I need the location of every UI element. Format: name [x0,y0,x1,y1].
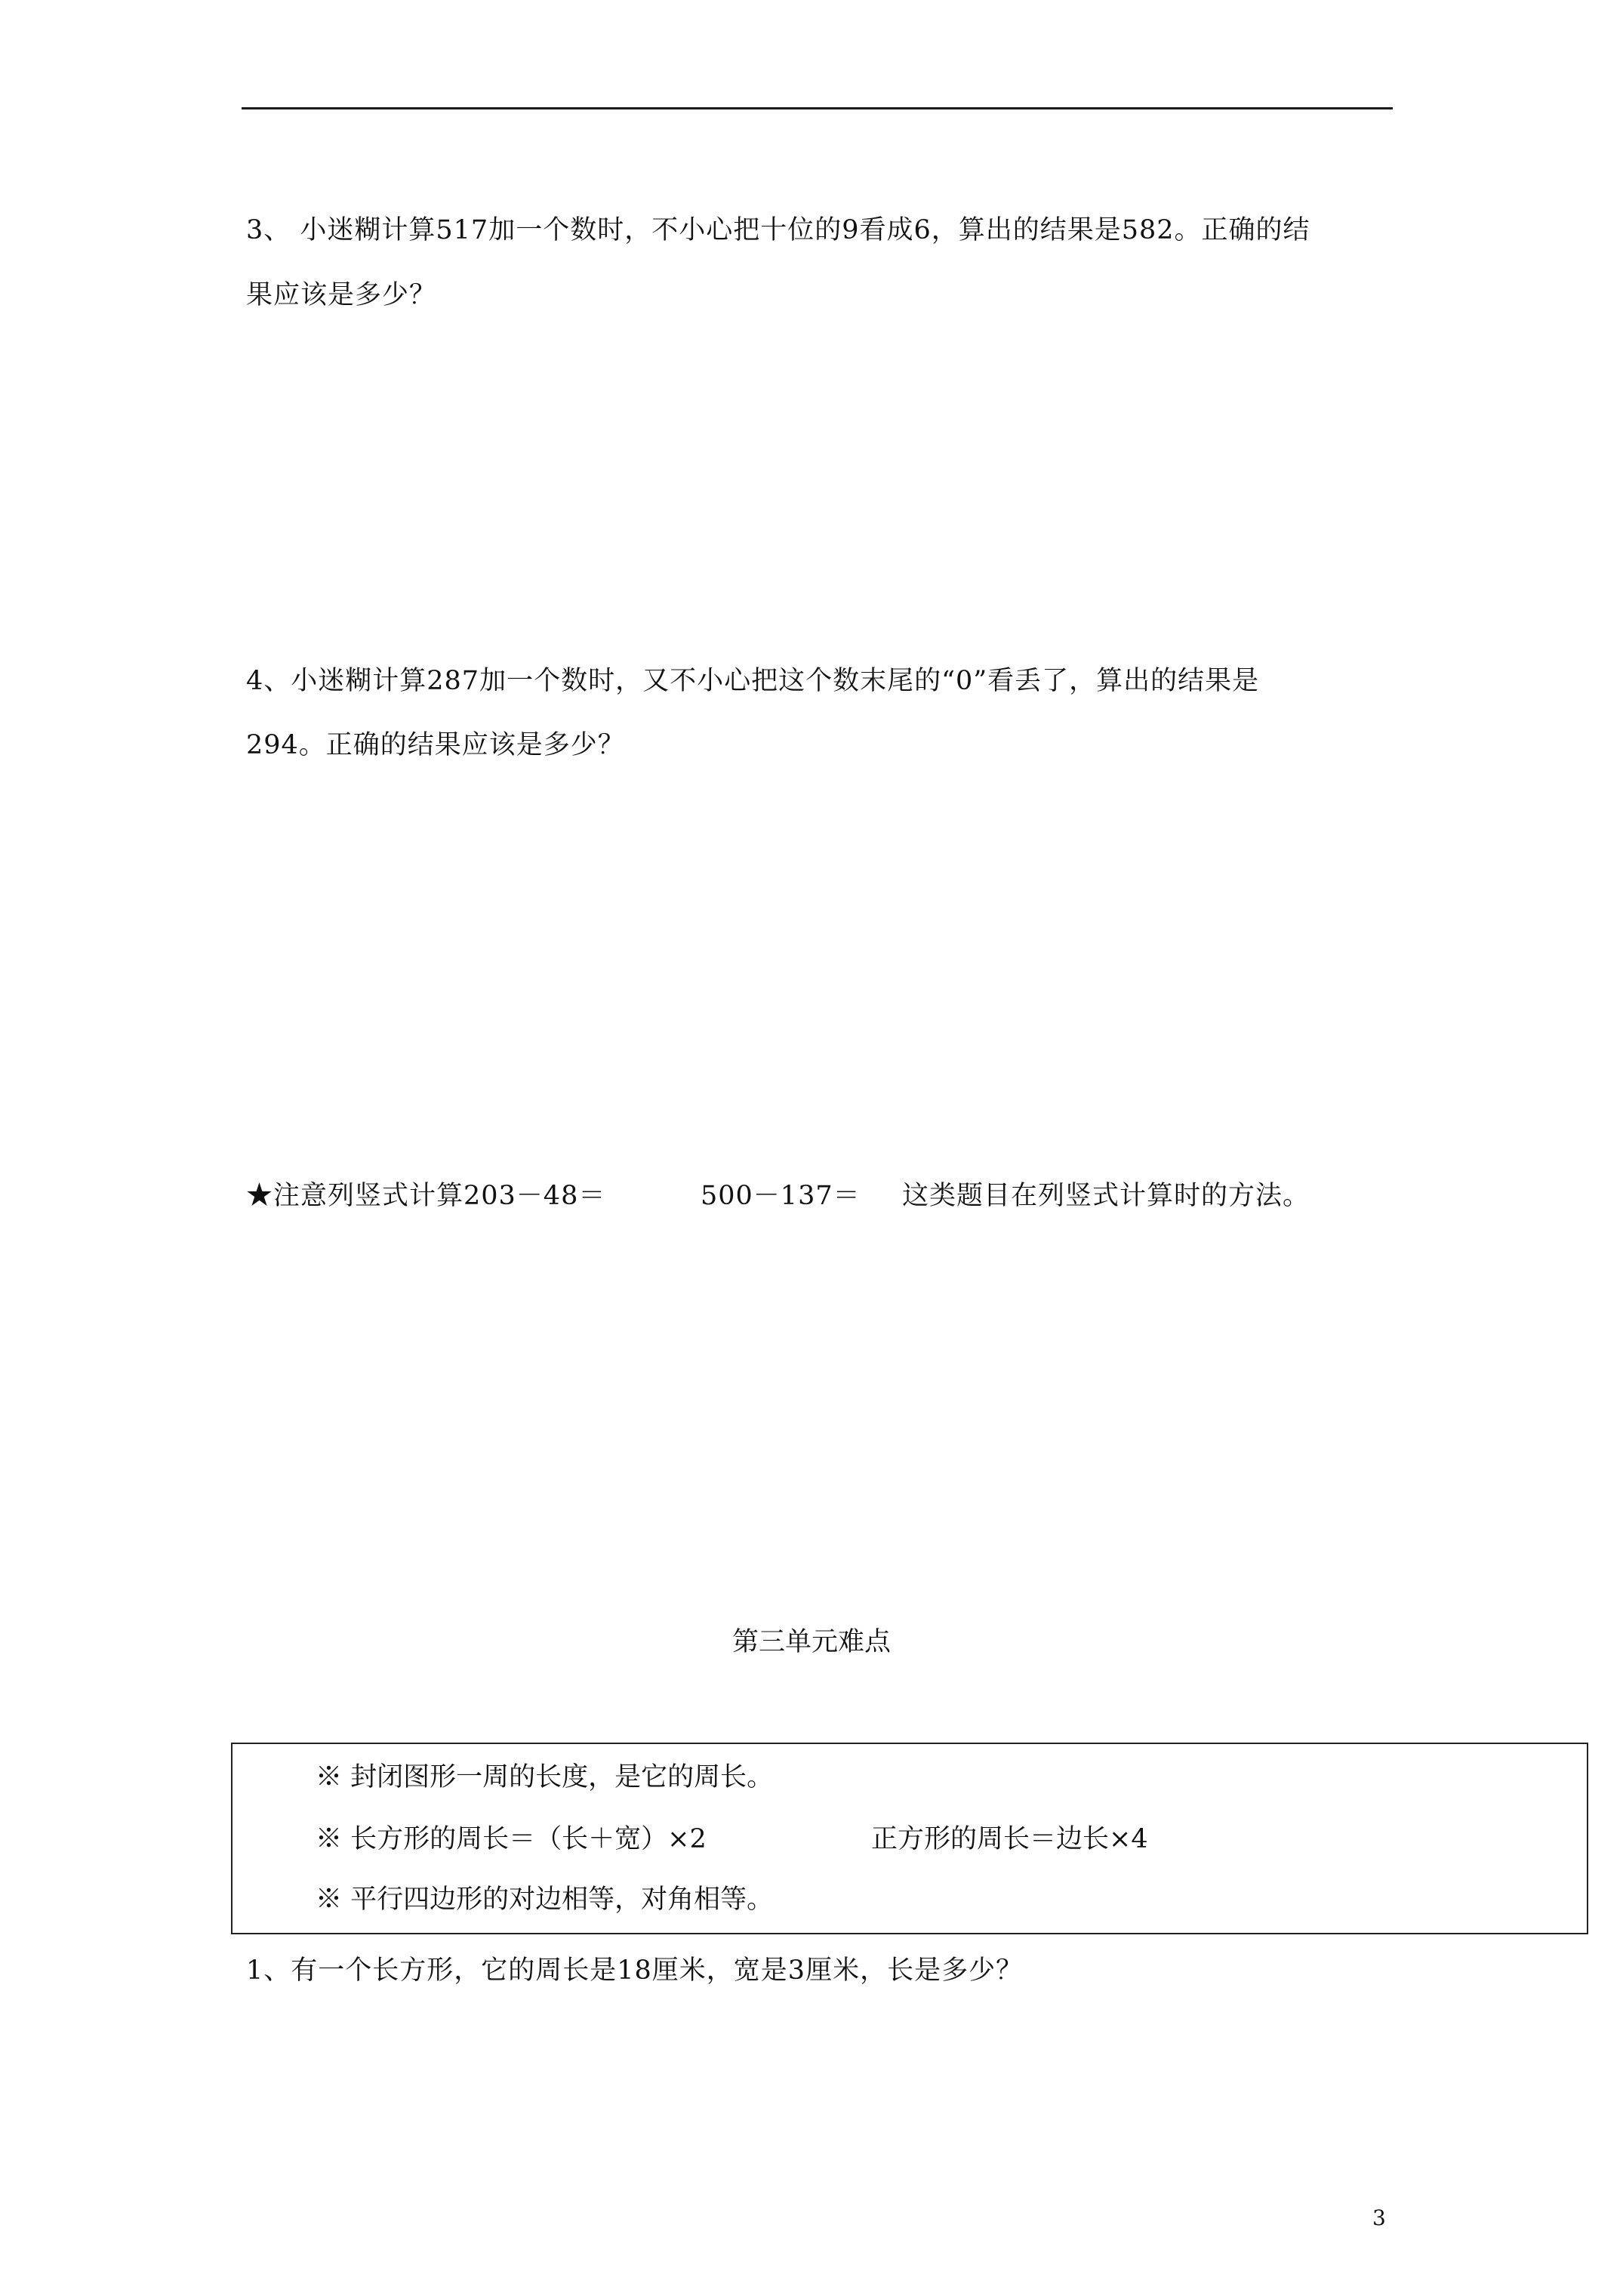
problem-4-line-1: 4、小迷糊计算287加一个数时，又不小心把这个数末尾的“0”看丢了，算出的结果是 [246,666,1260,696]
problem-3-line-2: 果应该是多少？ [246,280,437,310]
notice-part-1: ★注意列竖式计算203－48＝ [246,1181,606,1211]
notice-part-3: 这类题目在列竖式计算时的方法。 [902,1181,1310,1211]
key-point-2-rectangle: ※ 长方形的周长＝（长＋宽）×2 [316,1824,707,1854]
key-point-3: ※ 平行四边形的对边相等，对角相等。 [316,1885,774,1915]
key-point-2-square: 正方形的周长＝边长×4 [871,1824,1148,1854]
section-problem-1: 1、有一个长方形，它的周长是18厘米，宽是3厘米，长是多少？ [246,1955,1024,1986]
key-point-1: ※ 封闭图形一周的长度，是它的周长。 [316,1762,774,1792]
header-rule [242,107,1393,109]
notice-part-2: 500－137＝ [701,1181,861,1211]
key-points-box [231,1743,1588,1934]
section-title: 第三单元难点 [731,1627,891,1657]
problem-4-line-2: 294。正确的结果应该是多少？ [246,730,625,760]
page-number: 3 [1372,2205,1386,2230]
problem-3-line-1: 3、 小迷糊计算517加一个数时，不小心把十位的9看成6，算出的结果是582。正确的结 [246,215,1310,245]
